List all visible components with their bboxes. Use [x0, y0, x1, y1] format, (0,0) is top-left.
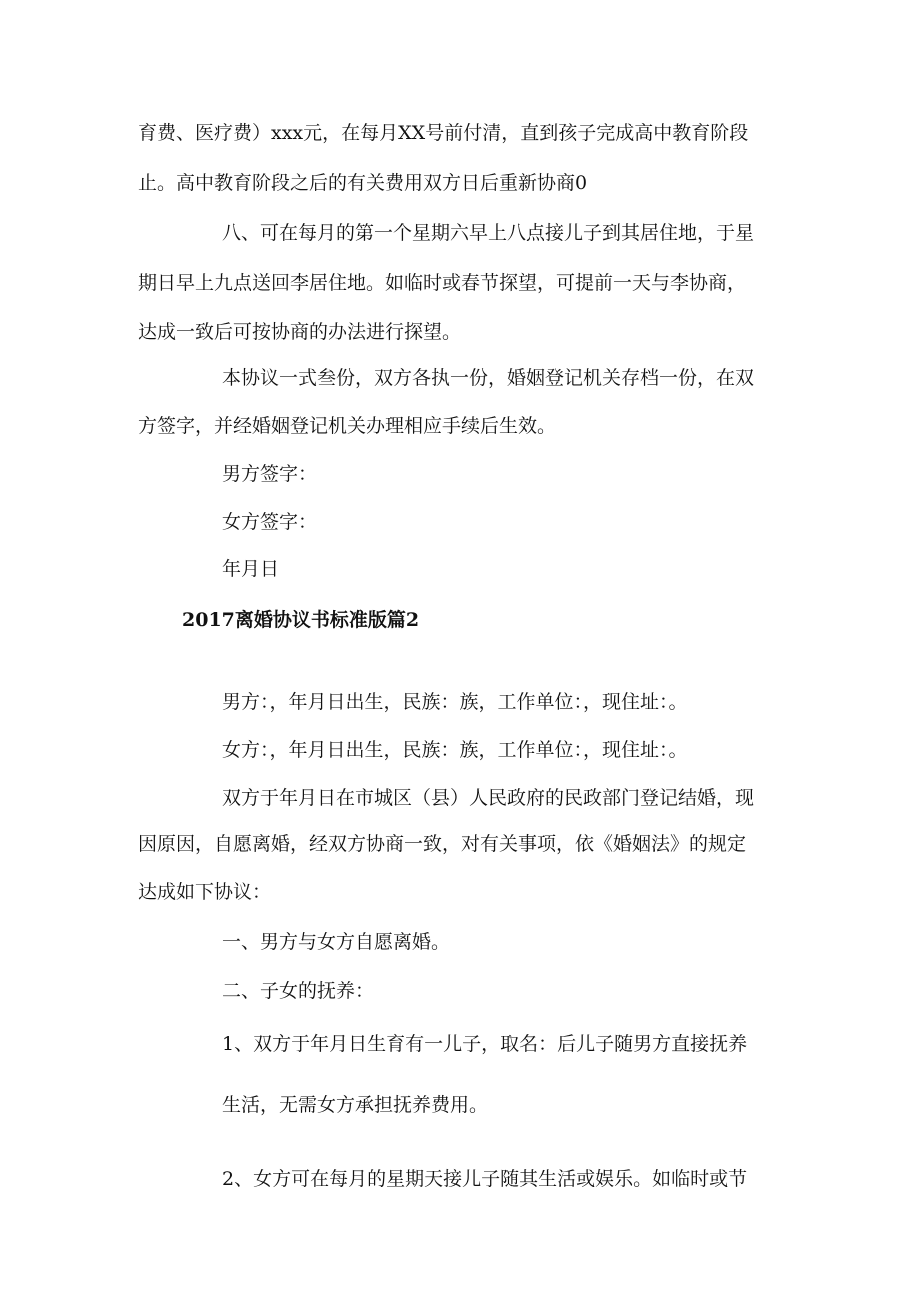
text-line: 二、子女的抚养：: [222, 980, 375, 1002]
text-line: 2、女方可在每月的星期天接儿子随其生活或娱乐。如临时或节: [222, 1168, 748, 1190]
text-line: 达成一致后可按协商的办法进行探望。: [138, 321, 462, 343]
text-line: 一、男方与女方自愿离婚。: [222, 931, 451, 953]
text-line: 男方：，年月日出生，民族：族，工作单位：，现住址：。: [222, 691, 688, 713]
text-line: 双方于年月日在市城区（县）人民政府的民政部门登记结婚，现: [222, 787, 755, 809]
text-line: 1、双方于年月日生育有一儿子，取名：后儿子随男方直接抚养: [222, 1033, 748, 1055]
text-line: 本协议一式叁份，双方各执一份，婚姻登记机关存档一份，在双: [222, 367, 755, 389]
text-line: 止。高中教育阶段之后的有关费用双方日后重新协商0: [138, 172, 588, 194]
text-line: 育费、医疗费）xxx元，在每月XX号前付清，直到孩子完成高中教育阶段: [138, 122, 749, 144]
text-line: 女方：，年月日出生，民族：族，工作单位：，现住址：。: [222, 739, 688, 761]
male-signature-label: 男方签字：: [222, 463, 318, 485]
female-signature-label: 女方签字：: [222, 511, 318, 533]
text-line: 八、可在每月的第一个星期六早上八点接儿子到其居住地，于星: [222, 222, 755, 244]
text-line: 达成如下协议：: [138, 881, 272, 903]
section-heading: 2017离婚协议书标准版篇2: [182, 609, 420, 631]
text-line: 方签字，并经婚姻登记机关办理相应手续后生效。: [138, 415, 557, 437]
text-line: 因原因，自愿离婚，经双方协商一致，对有关事项，依《婚姻法》的规定: [138, 833, 747, 855]
date-label: 年月日: [222, 558, 280, 580]
text-line: 期日早上九点送回李居住地。如临时或春节探望，可提前一天与李协商，: [138, 272, 747, 294]
text-line: 生活，无需女方承担抚养费用。: [222, 1094, 489, 1116]
